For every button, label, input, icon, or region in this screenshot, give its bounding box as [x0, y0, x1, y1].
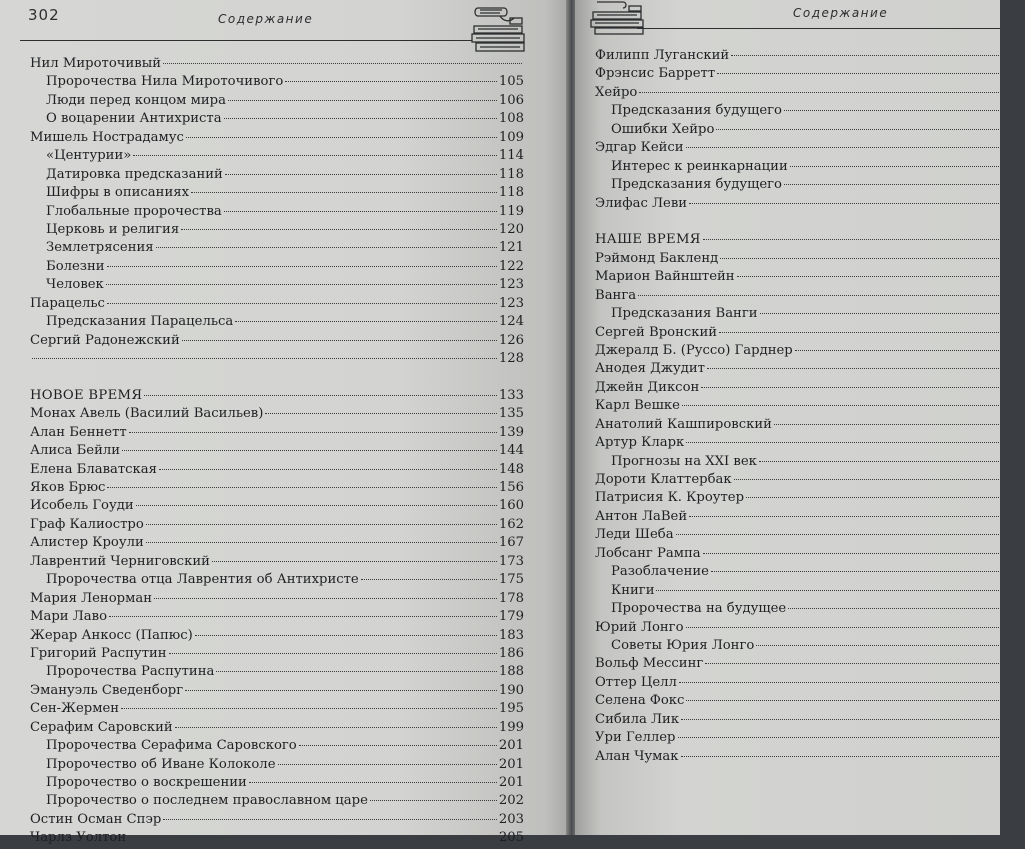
toc-entry-page: 120 — [498, 221, 524, 237]
toc-entry-title: Предсказания будущего — [611, 177, 782, 193]
toc-entry-page: 135 — [498, 406, 524, 422]
toc-entry-title: Монах Авель (Василий Васильев) — [30, 406, 264, 422]
dot-leader — [228, 100, 497, 101]
toc-entry — [30, 720, 524, 738]
toc-entry-title: Разоблачение — [611, 564, 709, 580]
toc-entry — [30, 296, 524, 314]
dot-leader — [689, 203, 1023, 204]
toc-entry-page: 201 — [498, 756, 524, 772]
toc-entry — [30, 167, 524, 185]
dot-leader — [370, 800, 497, 801]
toc-entry-title: Яков Брюс — [30, 480, 106, 496]
toc-entry-title: «Центурии» — [46, 148, 132, 164]
toc-entry — [30, 56, 524, 74]
toc-entry — [595, 730, 1025, 748]
toc-entry — [30, 738, 524, 756]
dot-leader — [784, 184, 1023, 185]
toc-entry — [595, 48, 1025, 66]
toc-entry-title: Прогнозы на XXI век — [611, 453, 757, 469]
dot-leader — [759, 461, 1023, 462]
toc-entry — [595, 435, 1025, 453]
toc-entry-page: 114 — [498, 148, 524, 164]
toc-entry-title: Чарлз Уолтон — [30, 830, 127, 846]
toc-entry-page: 162 — [498, 516, 524, 532]
toc-entry-title: О воцарении Антихриста — [46, 111, 222, 127]
toc-entry-page: 183 — [498, 627, 524, 643]
toc-entry — [595, 232, 1025, 250]
toc-entry-title: Алан Чумак — [595, 748, 679, 764]
toc-entry — [595, 620, 1025, 638]
toc-entry-title: Элифас Леви — [595, 195, 688, 211]
toc-entry — [30, 93, 524, 111]
dot-leader — [224, 211, 497, 212]
toc-entry-title: Жерар Анкосс (Папюс) — [30, 627, 193, 643]
toc-entry-page: 105 — [498, 74, 524, 90]
dot-leader — [107, 487, 496, 488]
header-rule — [637, 28, 1000, 29]
dot-leader — [169, 653, 497, 654]
toc-entry-page: 190 — [498, 682, 524, 698]
toc-entry-title: Предсказания Парацельса — [46, 314, 234, 330]
toc-entry — [30, 148, 524, 166]
dot-leader — [224, 118, 497, 119]
toc-entry — [595, 564, 1025, 582]
dot-leader — [788, 608, 1023, 609]
toc-entry-title: Шифры в описаниях — [46, 185, 190, 201]
toc-entry — [595, 749, 1025, 767]
toc-entry — [30, 462, 524, 480]
dot-leader — [720, 258, 1023, 259]
toc-entry-page: 202 — [498, 793, 524, 809]
toc-entry-title: Советы Юрия Лонго — [611, 637, 755, 653]
toc-entry — [30, 517, 524, 535]
toc-entry-title: Сибила Лик — [595, 711, 680, 727]
toc-entry-title: Дороти Клаттербак — [595, 472, 732, 488]
books-scroll-icon — [589, 0, 647, 36]
toc-entry-title: Сен-Жермен — [30, 701, 120, 717]
dot-leader — [701, 387, 1023, 388]
toc-entry-page: 128 — [498, 351, 524, 366]
toc-entry-title: Рэймонд Бакленд — [595, 250, 719, 266]
toc-entry-title: Датировка предсказаний — [46, 166, 223, 182]
toc-entry — [595, 325, 1025, 343]
dot-leader — [679, 682, 1023, 683]
toc-entry-page: 109 — [498, 129, 524, 145]
toc-entry-title: Интерес к реинкарнации — [611, 158, 788, 174]
toc-entry-page: 121 — [498, 240, 524, 256]
toc-entry — [30, 830, 524, 848]
toc-entry — [30, 333, 524, 351]
running-head-right: Содержание — [793, 6, 889, 20]
toc-entry-page: 118 — [498, 185, 524, 201]
toc-entry — [30, 609, 524, 627]
dot-leader — [703, 553, 1023, 554]
toc-entry — [595, 251, 1025, 269]
toc-entry-title: Пророчество о последнем православном царе — [46, 793, 368, 809]
toc-entry-title: Фрэнсис Барретт — [595, 66, 716, 82]
dot-leader — [746, 497, 1023, 498]
toc-entry — [30, 240, 524, 258]
dot-leader — [32, 358, 497, 359]
toc-entry-title: Артур Кларк — [595, 435, 685, 451]
toc-entry-title: НАШЕ ВРЕМЯ — [595, 232, 701, 248]
toc-entry-title: Марион Вайнштейн — [595, 269, 735, 285]
toc-entry-title: Глобальные пророчества — [46, 203, 222, 219]
toc-entry-title: Пророчества Серафима Саровского — [46, 738, 297, 754]
toc-entry-title: Джералд Б. (Руссо) Гарднер — [595, 342, 793, 358]
toc-entry-page: 108 — [498, 111, 524, 127]
toc-entry-page: 179 — [498, 609, 524, 625]
toc-entry-page: 175 — [498, 572, 524, 588]
toc-entry-page: 123 — [498, 295, 524, 311]
toc-entry — [595, 472, 1025, 490]
toc-entry-title: Пророчества отца Лаврентия об Антихристе — [46, 572, 359, 588]
toc-entry — [30, 222, 524, 240]
dot-leader — [216, 671, 496, 672]
dot-leader — [639, 92, 1023, 93]
toc-entry — [30, 572, 524, 590]
toc-entry-title: Ванга — [595, 287, 637, 303]
toc-entry — [595, 509, 1025, 527]
toc-entry-page: 148 — [498, 461, 524, 477]
toc-entry-title: Землетрясения — [46, 240, 154, 256]
toc-entry — [30, 664, 524, 682]
toc-entry-title: Ошибки Хейро — [611, 121, 715, 137]
dot-leader — [705, 663, 1023, 664]
toc-entry — [30, 535, 524, 553]
toc-entry — [595, 454, 1025, 472]
toc-entry — [595, 122, 1025, 140]
toc-entry-page: 119 — [498, 203, 524, 219]
toc-entry-page: 199 — [498, 719, 524, 735]
dot-leader — [689, 516, 1023, 517]
toc-entry-title: Мария Ленорман — [30, 590, 152, 606]
toc-entry-title: Эмануэль Сведенборг — [30, 682, 184, 698]
toc-entry — [30, 204, 524, 222]
toc-entry — [595, 638, 1025, 656]
toc-entry — [30, 443, 524, 461]
dot-leader — [225, 174, 497, 175]
toc-entry-title: Юрий Лонго — [595, 619, 684, 635]
toc-entry-title: Пророчества Нила Мироточивого — [46, 74, 284, 90]
toc-entry-page: 123 — [498, 277, 524, 293]
toc-entry-title: Люди перед концом мира — [46, 92, 226, 108]
dot-leader — [790, 166, 1023, 167]
toc-entry — [30, 277, 524, 295]
toc-entry — [595, 601, 1025, 619]
dot-leader — [133, 155, 497, 156]
toc-entry-title: Антон ЛаВей — [595, 508, 688, 524]
dot-leader — [686, 627, 1023, 628]
toc-entry-page: 178 — [498, 590, 524, 606]
toc-entry-page: 201 — [498, 738, 524, 754]
toc-entry — [595, 85, 1025, 103]
dot-leader — [156, 247, 497, 248]
dot-leader — [756, 645, 1023, 646]
dot-leader — [717, 73, 1023, 74]
toc-entry-title: Леди Шеба — [595, 527, 674, 543]
dot-leader — [186, 137, 497, 138]
toc-right — [595, 48, 1025, 767]
toc-entry — [30, 775, 524, 793]
dot-leader — [656, 590, 1023, 591]
toc-entry — [30, 314, 524, 332]
dot-leader — [719, 332, 1023, 333]
toc-entry-title: Мишель Нострадамус — [30, 129, 184, 145]
toc-entry-title: Григорий Распутин — [30, 645, 167, 661]
toc-entry — [30, 111, 524, 129]
toc-entry — [30, 591, 524, 609]
dot-leader — [681, 756, 1023, 757]
toc-entry-page: 133 — [498, 387, 524, 403]
dot-leader — [707, 368, 1023, 369]
toc-entry-title: Книги — [611, 582, 655, 598]
dot-leader — [212, 561, 497, 562]
dot-leader — [711, 571, 1023, 572]
toc-entry-page: 144 — [498, 443, 524, 459]
toc-entry-title: Пророчества на будущее — [611, 601, 787, 617]
toc-entry-page: 203 — [498, 811, 524, 827]
toc-entry — [595, 417, 1025, 435]
dot-leader — [638, 295, 1023, 296]
toc-entry — [30, 406, 524, 424]
toc-entry — [595, 675, 1025, 693]
toc-entry-page: 122 — [498, 258, 524, 274]
toc-entry — [595, 103, 1025, 121]
toc-entry-title: Лаврентий Черниговский — [30, 553, 210, 569]
toc-entry-title: Джейн Диксон — [595, 379, 700, 395]
dot-leader — [128, 837, 497, 838]
toc-entry-title: Пророчества Распутина — [46, 664, 215, 680]
dot-leader — [678, 737, 1024, 738]
toc-entry — [30, 388, 524, 406]
toc-entry — [30, 757, 524, 775]
dot-leader — [235, 321, 497, 322]
toc-entry — [595, 196, 1025, 214]
toc-entry-title: Анатолий Кашпировский — [595, 416, 772, 432]
toc-entry-title: Предсказания будущего — [611, 103, 782, 119]
toc-entry — [30, 130, 524, 148]
toc-entry — [595, 380, 1025, 398]
toc-entry — [595, 490, 1025, 508]
dot-leader — [734, 479, 1023, 480]
toc-entry-title: Эдгар Кейси — [595, 140, 684, 156]
toc-entry — [595, 546, 1025, 564]
toc-entry-title: Исобель Гоуди — [30, 498, 134, 514]
toc-entry-page: 124 — [498, 314, 524, 330]
toc-entry-title: Патрисия К. Кроутер — [595, 490, 745, 506]
dot-leader — [107, 303, 497, 304]
dot-leader — [129, 432, 497, 433]
toc-entry-page: 173 — [498, 553, 524, 569]
toc-entry-title: Сергий Радонежский — [30, 332, 180, 348]
dot-leader — [185, 690, 497, 691]
toc-entry-page: 201 — [498, 775, 524, 791]
dot-leader — [107, 266, 497, 267]
dot-leader — [686, 442, 1023, 443]
toc-entry — [595, 693, 1025, 711]
dot-leader — [146, 542, 497, 543]
toc-entry-title: Ури Геллер — [595, 730, 676, 746]
running-head-left: Содержание — [218, 12, 314, 26]
toc-entry-title: Пророчество о воскрешении — [46, 775, 247, 791]
dot-leader — [686, 700, 1023, 701]
toc-entry-title: Мари Лаво — [30, 609, 108, 625]
toc-entry-title: Парацельс — [30, 295, 105, 311]
toc-entry-page: 106 — [498, 92, 524, 108]
toc-entry — [30, 683, 524, 701]
dot-leader — [181, 229, 497, 230]
dot-leader — [121, 708, 497, 709]
dot-leader — [109, 616, 497, 617]
toc-entry-title: Алан Беннетт — [30, 424, 127, 440]
dot-leader — [285, 81, 497, 82]
toc-entry-title: Алистер Кроули — [30, 535, 144, 551]
toc-entry — [30, 425, 524, 443]
dot-leader — [731, 55, 1023, 56]
right-page — [575, 0, 1000, 835]
toc-entry — [595, 712, 1025, 730]
toc-entry-page: 118 — [498, 166, 524, 182]
dot-leader — [682, 405, 1023, 406]
dot-leader — [795, 350, 1023, 351]
toc-entry — [595, 527, 1025, 545]
toc-entry-page: 139 — [498, 424, 524, 440]
toc-entry — [30, 480, 524, 498]
toc-entry — [30, 185, 524, 203]
toc-entry — [30, 701, 524, 719]
toc-entry-title: Граф Калиостро — [30, 516, 144, 532]
toc-entry — [30, 259, 524, 277]
toc-entry — [595, 583, 1025, 601]
dot-leader — [154, 598, 497, 599]
toc-entry — [30, 351, 524, 369]
toc-entry-title: Селена Фокс — [595, 693, 685, 709]
toc-entry — [30, 74, 524, 92]
dot-leader — [737, 276, 1023, 277]
toc-entry-title: НОВОЕ ВРЕМЯ — [30, 387, 143, 403]
toc-entry — [595, 269, 1025, 287]
dot-leader — [249, 782, 497, 783]
toc-entry — [30, 628, 524, 646]
toc-entry-page: 205 — [498, 830, 524, 846]
toc-entry-page: 186 — [498, 645, 524, 661]
dot-leader — [175, 727, 497, 728]
dot-leader — [784, 110, 1023, 111]
toc-entry — [595, 361, 1025, 379]
toc-entry-title: Предсказания Ванги — [611, 306, 758, 322]
dot-leader — [136, 505, 497, 506]
dot-leader — [163, 63, 522, 64]
toc-entry-title: Лобсанг Рампа — [595, 545, 701, 561]
toc-entry-title: Церковь и религия — [46, 221, 180, 237]
dot-leader — [278, 764, 497, 765]
toc-left — [30, 56, 524, 849]
dot-leader — [681, 719, 1023, 720]
toc-entry — [595, 343, 1025, 361]
toc-entry-title: Хейро — [595, 84, 638, 100]
toc-entry-page: 195 — [498, 701, 524, 717]
toc-entry-title: Сергей Вронский — [595, 324, 718, 340]
toc-entry-title: Елена Блаватская — [30, 461, 157, 477]
toc-entry — [30, 812, 524, 830]
header-rule — [20, 40, 472, 41]
toc-entry-title: Анодея Джудит — [595, 361, 705, 377]
toc-entry — [30, 793, 524, 811]
toc-entry-title: Карл Вешке — [595, 398, 680, 414]
toc-entry-page: 126 — [498, 332, 524, 348]
dot-leader — [106, 284, 497, 285]
toc-entry — [595, 66, 1025, 84]
dot-leader — [144, 395, 497, 396]
dot-leader — [195, 635, 497, 636]
toc-entry — [595, 288, 1025, 306]
dot-leader — [774, 424, 1023, 425]
books-scroll-icon — [470, 2, 530, 54]
dot-leader — [703, 239, 1023, 240]
dot-leader — [760, 313, 1023, 314]
toc-entry — [30, 646, 524, 664]
dot-leader — [361, 579, 497, 580]
dot-leader — [182, 340, 497, 341]
toc-entry-title: Филипп Луганский — [595, 48, 730, 63]
toc-entry-page: 188 — [498, 664, 524, 680]
dot-leader — [299, 745, 497, 746]
dot-leader — [191, 192, 497, 193]
dot-leader — [676, 534, 1023, 535]
toc-entry-title: Болезни — [46, 258, 105, 274]
toc-entry-title: Нил Мироточивый — [30, 56, 161, 71]
dot-leader — [265, 413, 496, 414]
dot-leader — [159, 469, 497, 470]
dot-leader — [163, 819, 497, 820]
toc-entry-title: Оттер Целл — [595, 674, 677, 690]
toc-entry-page: 167 — [498, 535, 524, 551]
toc-entry — [595, 159, 1025, 177]
toc-entry-title: Остин Осман Спэр — [30, 811, 162, 827]
toc-entry — [595, 656, 1025, 674]
page-number: 302 — [28, 6, 60, 24]
toc-entry — [30, 554, 524, 572]
toc-entry-title: Вольф Мессинг — [595, 656, 704, 672]
toc-entry-title: Человек — [46, 277, 104, 293]
toc-entry — [30, 498, 524, 516]
toc-entry-title: Серафим Саровский — [30, 719, 173, 735]
toc-entry — [595, 177, 1025, 195]
toc-entry — [595, 398, 1025, 416]
dot-leader — [122, 450, 497, 451]
toc-entry-page: 160 — [498, 498, 524, 514]
toc-entry — [595, 140, 1025, 158]
toc-entry — [595, 306, 1025, 324]
dot-leader — [686, 147, 1023, 148]
toc-entry-title: Пророчество об Иване Колоколе — [46, 756, 276, 772]
toc-entry-title: Алиса Бейли — [30, 443, 121, 459]
dot-leader — [716, 129, 1023, 130]
dot-leader — [146, 524, 497, 525]
toc-entry-page: 156 — [498, 480, 524, 496]
